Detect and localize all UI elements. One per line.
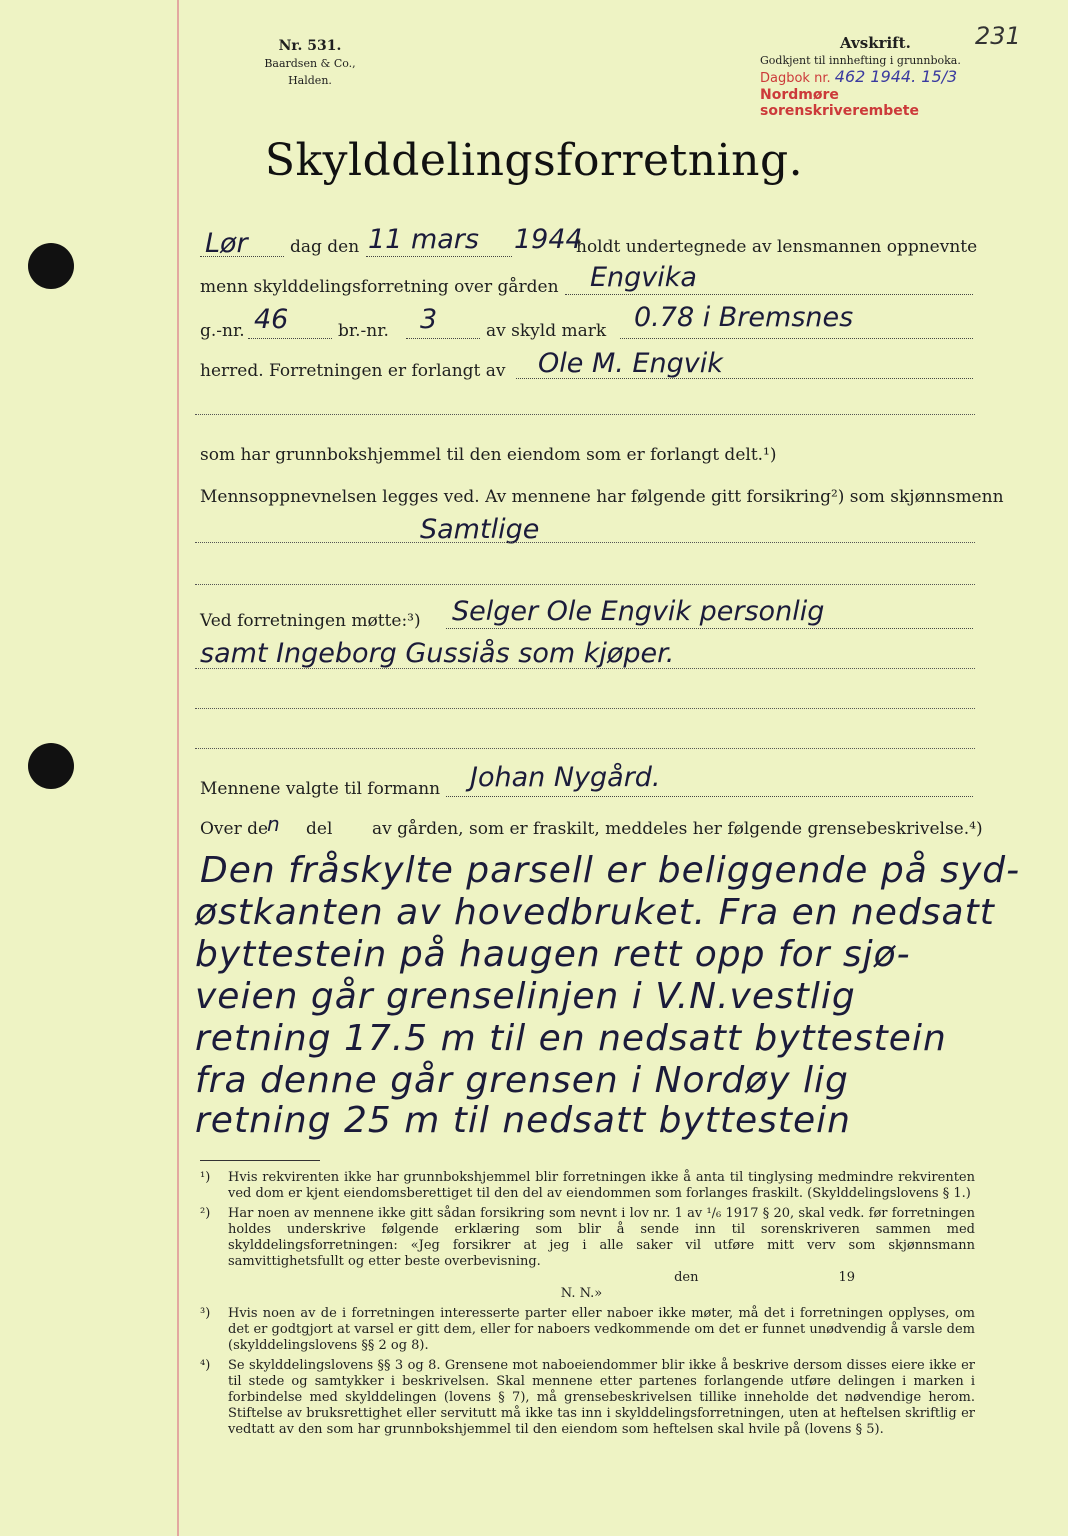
hw-year: 1944 bbox=[514, 224, 583, 255]
hw-over: n bbox=[267, 812, 280, 836]
form-printer-info bbox=[250, 38, 370, 89]
text-line4: herred. Forretningen er forlangt av bbox=[200, 361, 506, 381]
footnote-text: Har noen av mennene ikke gitt sådan forsikring som nevnt i lov nr. 1 av ¹/₆ 1917 § 20, skal vedk. før forretningen holdes underskrive følgende erklæring som blir å sende inn til sorenskriveren sammen med skylddelingsforretningen: «Jeg forsikrer at jeg i alle saker vil utføre mitt verv som skjønnsmann samvittighetsfullt og etter beste overbevisning. bbox=[228, 1206, 975, 1269]
dagbok-label: Dagbok nr. bbox=[760, 71, 831, 86]
signature-line bbox=[228, 1270, 975, 1286]
description-line: retning 25 m til nedsatt byttestein bbox=[195, 1100, 851, 1141]
text-dag-den: dag den bbox=[290, 237, 360, 257]
publisher: Baardsen & Co., Halden. bbox=[264, 57, 356, 87]
description-line: byttestein på haugen rett opp for sjø- bbox=[195, 934, 911, 975]
hw-farm: Engvika bbox=[590, 262, 697, 293]
description-line: veien går grenselinjen i V.N.vestlig bbox=[195, 976, 856, 1017]
office-name: Nordmøre sorenskriverembete bbox=[760, 87, 919, 119]
text-over-a: Over de bbox=[200, 819, 269, 839]
hw-weekday: Lør bbox=[205, 228, 248, 259]
blank-line bbox=[195, 708, 975, 709]
description-line: retning 17.5 m til en nedsatt byttestein bbox=[195, 1018, 947, 1059]
fill-line bbox=[620, 338, 973, 339]
footnote-text: Hvis rekvirenten ikke har grunnbokshjemmel blir forretningen ikke å anta til tinglysing medmindre rekvirenten ved dom er kjent eiendomsberettiget til den del av eiendommen som forlanges fraskilt. (Skylddelingslovens § 1.) bbox=[228, 1170, 975, 1201]
hw-gnr: 46 bbox=[254, 304, 289, 335]
blank-line bbox=[195, 414, 975, 415]
hw-attend-1: Selger Ole Engvik personlig bbox=[452, 596, 825, 627]
fill-line bbox=[516, 378, 973, 379]
footnote-mark: ²) bbox=[200, 1206, 211, 1221]
footnote-mark: ⁴) bbox=[200, 1358, 211, 1373]
fill-line bbox=[366, 256, 512, 257]
text-line6: Mennsoppnevnelsen legges ved. Av mennene har følgende gitt forsikring²) som skjønnsmenn bbox=[200, 487, 1004, 507]
fill-line bbox=[446, 628, 973, 629]
dagbok-entry: 462 1944. 15/3 bbox=[834, 67, 958, 86]
hw-attend-2: samt Ingeborg Gussiås som kjøper. bbox=[200, 638, 675, 669]
footnote-2 bbox=[200, 1206, 975, 1302]
nn-signature: N. N.» bbox=[560, 1286, 603, 1301]
fill-line bbox=[406, 338, 480, 339]
document-title: Skylddelingsforretning. bbox=[264, 135, 804, 186]
text-skyld: av skyld mark bbox=[486, 321, 607, 341]
blank-line bbox=[195, 668, 975, 669]
page-number: 231 bbox=[975, 22, 1021, 50]
footnote-3 bbox=[200, 1306, 975, 1354]
footnote-mark: ¹) bbox=[200, 1170, 211, 1185]
godkjent-note: Godkjent til innhefting i grunnboka. bbox=[760, 54, 961, 67]
footnote-separator bbox=[200, 1160, 320, 1161]
text-chair: Mennene valgte til formann bbox=[200, 779, 441, 799]
den-label: den bbox=[674, 1270, 699, 1285]
text-line1: holdt undertegnede av lensmannen oppnevnte bbox=[576, 237, 978, 257]
footnotes bbox=[200, 1170, 975, 1442]
footnote-1 bbox=[200, 1170, 975, 1202]
text-line2: menn skylddelingsforretning over gården bbox=[200, 277, 559, 297]
punch-hole-middle bbox=[28, 743, 74, 789]
hw-requester: Ole M. Engvik bbox=[538, 348, 723, 379]
text-attend: Ved forretningen møtte:³) bbox=[200, 611, 421, 631]
text-line5: som har grunnbokshjemmel til den eiendom som er forlangt delt.¹) bbox=[200, 445, 777, 465]
text-gnr: g.-nr. bbox=[200, 321, 245, 341]
hw-skyld: 0.78 i Bremsnes bbox=[634, 302, 854, 333]
registry-stamp bbox=[760, 67, 1000, 119]
punch-hole-top bbox=[28, 243, 74, 289]
description-line: fra denne går grensen i Nordøy lig bbox=[195, 1060, 849, 1101]
hw-date: 11 mars bbox=[368, 224, 479, 255]
blank-line bbox=[195, 542, 975, 543]
footnote-mark: ³) bbox=[200, 1306, 211, 1321]
fill-line bbox=[565, 294, 973, 295]
hw-sworn: Samtlige bbox=[420, 514, 540, 545]
fill-line bbox=[446, 796, 973, 797]
text-bnr: br.-nr. bbox=[338, 321, 389, 341]
hw-chair: Johan Nygård. bbox=[470, 762, 661, 793]
footnote-text: Se skylddelingslovens §§ 3 og 8. Grensene mot naboeiendommer blir ikke å beskrive dersom disses eiere ikke er til stede og samtykker i beskrivelsen. Skal mennene etter partenes forlangende utføre delingen i marken i forbindelse med skylddelingen (lovens § 7), må grensebeskrivelsen tillike inneholde det nødvendige herom. Stiftelse av bruksrettighet eller servitutt må ikke tas inn i skylddelingsforretningen, uten at heftelsen skriftlig er vedtatt av den som har grunnbokshjemmel til den eiendom som heftelsen skal hvile på (lovens § 5). bbox=[228, 1358, 975, 1437]
fill-line bbox=[248, 338, 332, 339]
hw-bnr: 3 bbox=[420, 304, 438, 335]
copy-approval-block bbox=[760, 34, 1000, 119]
blank-line bbox=[195, 748, 975, 749]
description-line: østkanten av hovedbruket. Fra en nedsatt bbox=[195, 892, 995, 933]
text-over-c: av gården, som er fraskilt, meddeles her følgende grensebeskrivelse.⁴) bbox=[372, 819, 983, 839]
text-over-b: del bbox=[306, 819, 333, 839]
fill-line bbox=[200, 256, 284, 257]
footnote-4 bbox=[200, 1358, 975, 1438]
avskrift-label: Avskrift. bbox=[840, 34, 911, 52]
blank-line bbox=[195, 584, 975, 585]
form-number: Nr. 531. bbox=[278, 38, 342, 54]
margin-line bbox=[177, 0, 179, 1536]
description-line: Den fråskylte parsell er beliggende på syd- bbox=[200, 850, 1021, 891]
year-label: 19 bbox=[838, 1270, 855, 1285]
footnote-text: Hvis noen av de i forretningen interesserte parter eller naboer ikke møter, må det i forretningen opplyses, om det er godtgjort at varsel er gitt dem, eller for naboers vedkommende om det er funnet unødvendig å varsle dem (skylddelingslovens §§ 2 og 8). bbox=[228, 1306, 975, 1353]
